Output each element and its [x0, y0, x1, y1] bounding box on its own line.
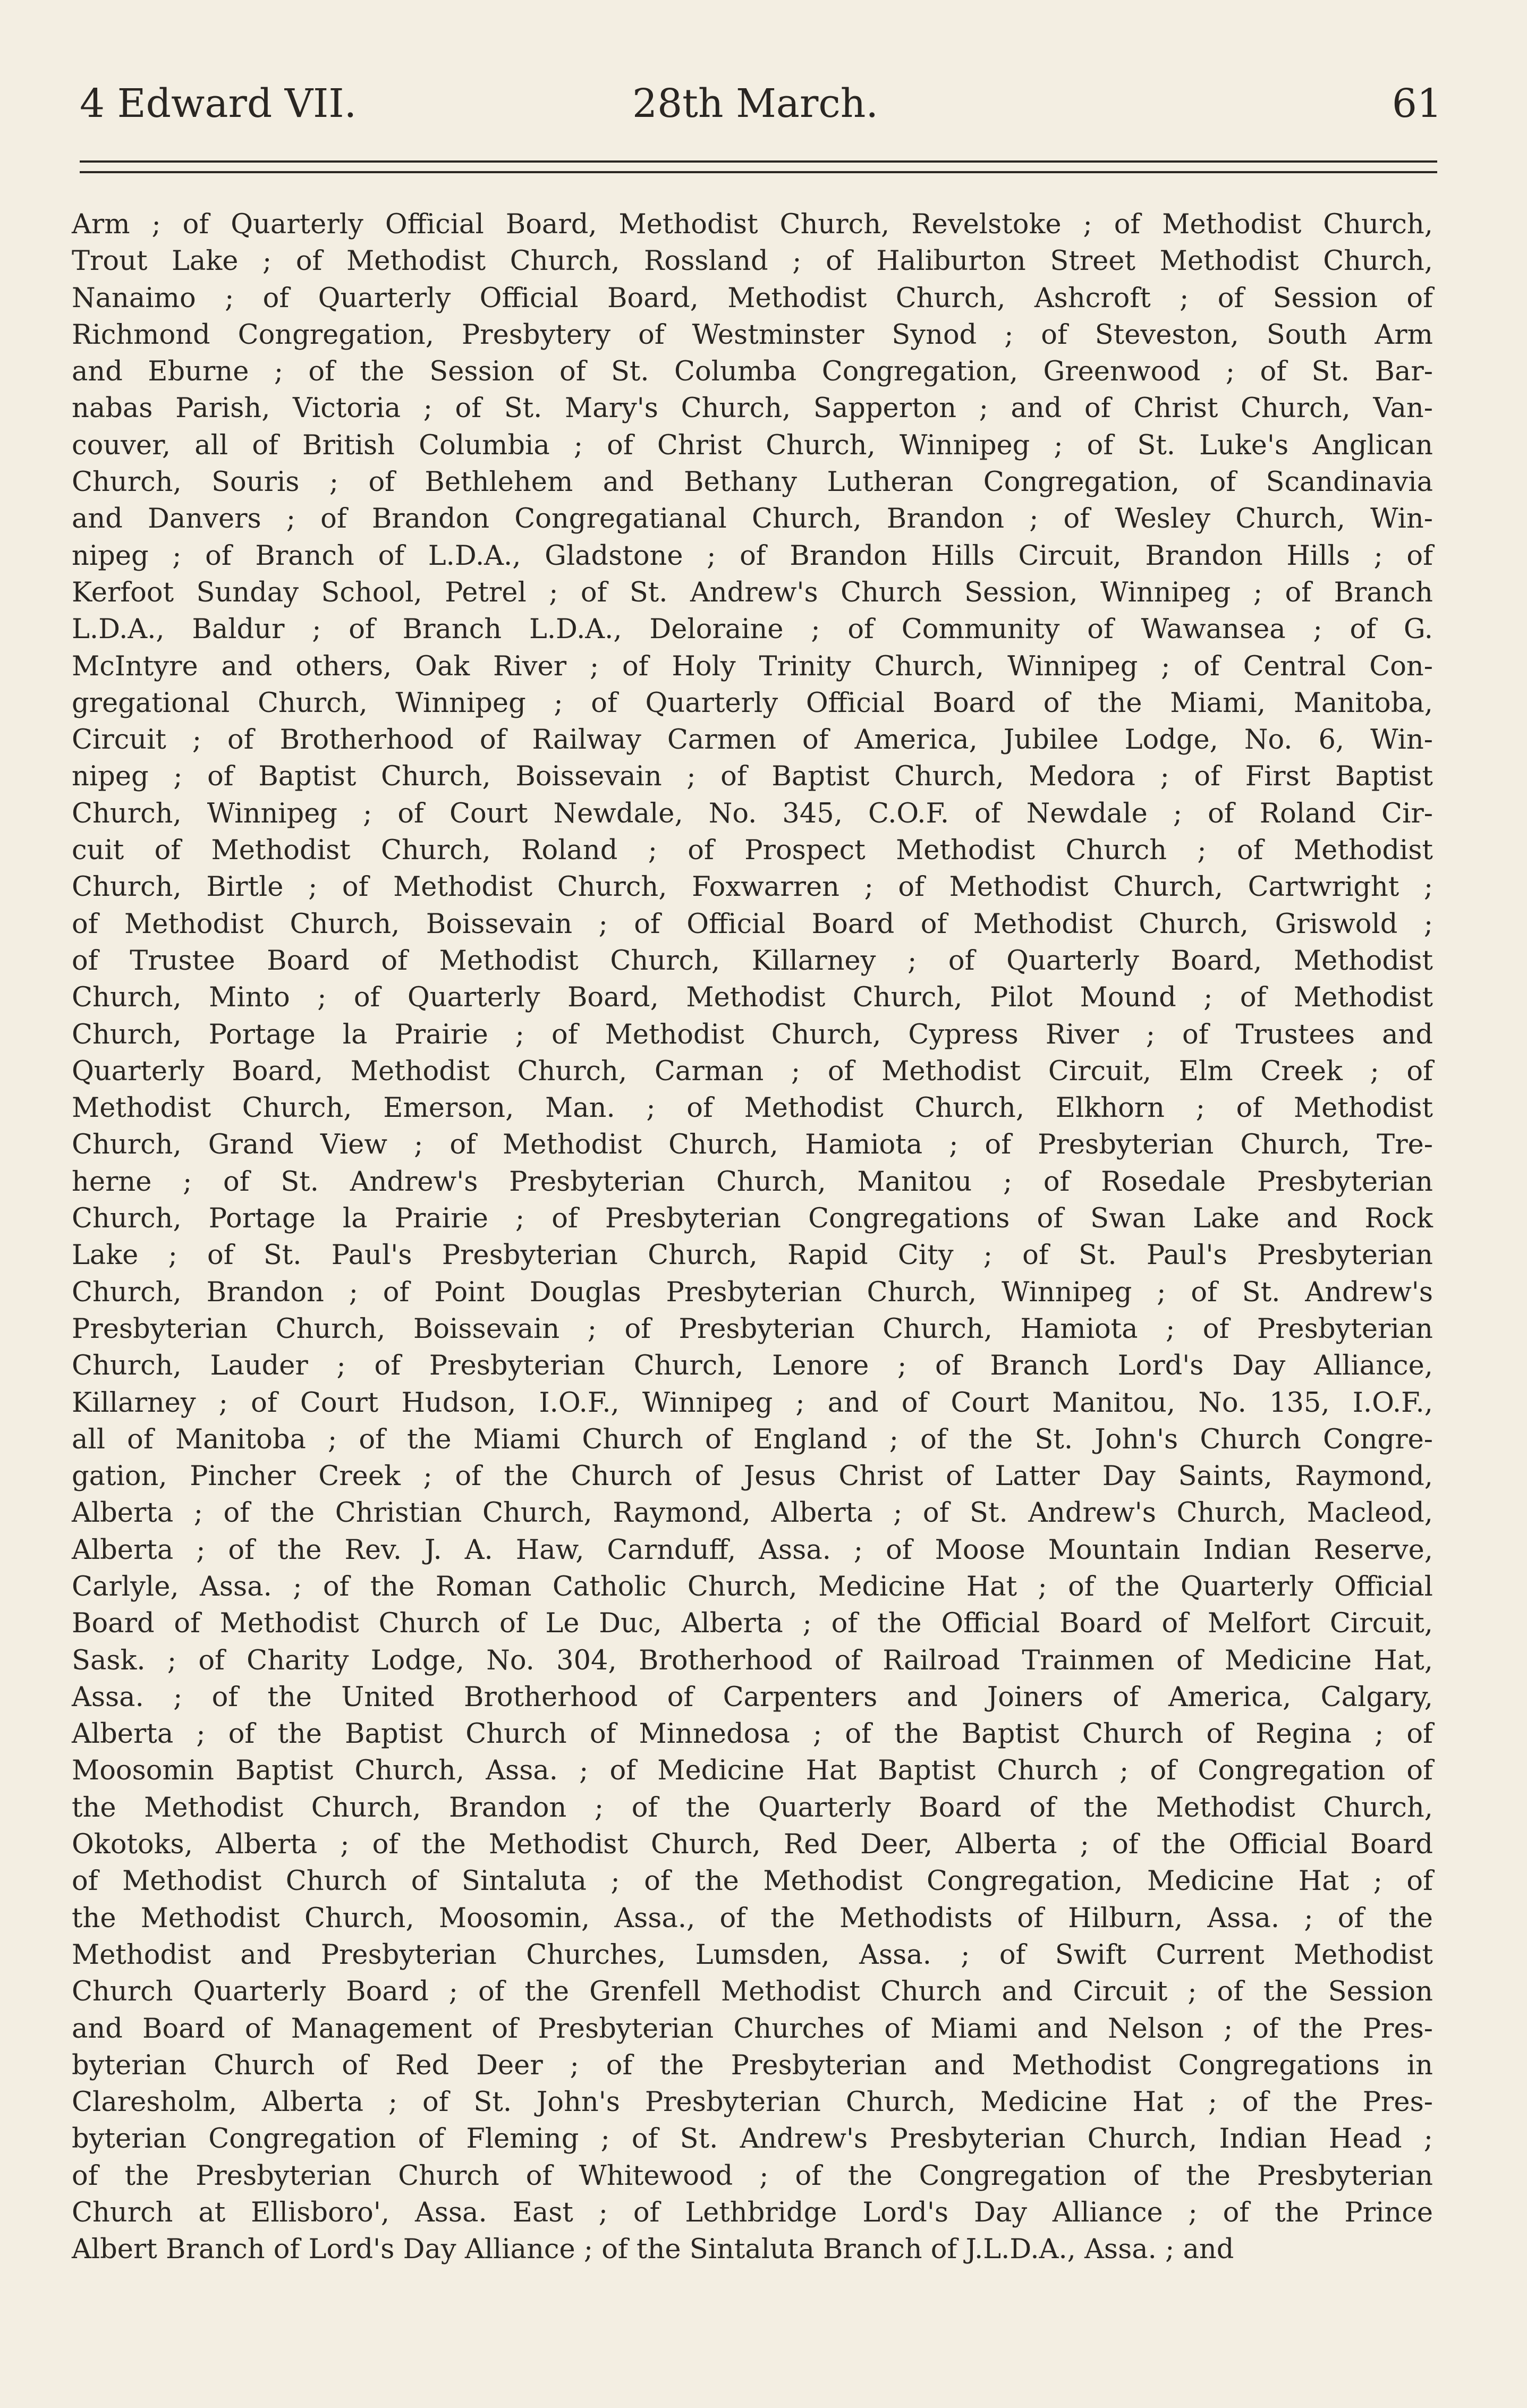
text-line: Okotoks, Alberta ; of the Methodist Church, Red Deer, Alberta ; of the Official Board	[72, 1829, 1433, 1861]
text-line: Church, Winnipeg ; of Court Newdale, No. 345, C.O.F. of Newdale ; of Roland Cir-	[72, 798, 1433, 829]
header-rule-bottom	[80, 171, 1437, 173]
text-line: Church, Birtle ; of Methodist Church, Foxwarren ; of Methodist Church, Cartwright ;	[72, 871, 1433, 903]
text-line: of Methodist Church of Sintaluta ; of the Methodist Congregation, Medicine Hat ; of	[72, 1866, 1433, 1897]
text-line: Kerfoot Sunday School, Petrel ; of St. Andrew's Church Session, Winnipeg ; of Branch	[72, 576, 1433, 608]
text-line: Church, Grand View ; of Methodist Church, Hamiota ; of Presbyterian Church, Tre-	[72, 1129, 1433, 1161]
text-line: the Methodist Church, Brandon ; of the Quarterly Board of the Methodist Church,	[72, 1792, 1433, 1824]
journal-date: 28th March.	[632, 81, 878, 126]
text-line: Trout Lake ; of Methodist Church, Rossland ; of Haliburton Street Methodist Church,	[72, 245, 1433, 277]
body-paragraph	[72, 206, 1433, 2268]
text-line: Assa. ; of the United Brotherhood of Carpenters and Joiners of America, Calgary,	[72, 1681, 1433, 1713]
text-line: Alberta ; of the Christian Church, Raymond, Alberta ; of St. Andrew's Church, Macleod,	[72, 1497, 1433, 1529]
text-line: McIntyre and others, Oak River ; of Holy Trinity Church, Winnipeg ; of Central Con-	[72, 650, 1433, 682]
text-line: nipeg ; of Baptist Church, Boissevain ; of Baptist Church, Medora ; of First Baptist	[72, 761, 1433, 793]
text-line: Church, Brandon ; of Point Douglas Presbyterian Church, Winnipeg ; of St. Andrew's	[72, 1276, 1433, 1308]
text-line: Alberta ; of the Rev. J. A. Haw, Carnduff, Assa. ; of Moose Mountain Indian Reserve,	[72, 1534, 1433, 1566]
text-line: of Trustee Board of Methodist Church, Killarney ; of Quarterly Board, Methodist	[72, 945, 1433, 977]
text-line: Church, Souris ; of Bethlehem and Bethany Lutheran Congregation, of Scandinavia	[72, 467, 1433, 498]
text-line: Nanaimo ; of Quarterly Official Board, Methodist Church, Ashcroft ; of Session of	[72, 282, 1433, 314]
text-line: couver, all of British Columbia ; of Christ Church, Winnipeg ; of St. Luke's Anglican	[72, 429, 1433, 461]
text-line: byterian Church of Red Deer ; of the Presbyterian and Methodist Congregations in	[72, 2049, 1433, 2081]
text-line: Church, Lauder ; of Presbyterian Church, Lenore ; of Branch Lord's Day Alliance,	[72, 1350, 1433, 1382]
text-line: gation, Pincher Creek ; of the Church of Jesus Christ of Latter Day Saints, Raymond,	[72, 1461, 1433, 1493]
text-line: Church, Portage la Prairie ; of Methodist Church, Cypress River ; of Trustees and	[72, 1019, 1433, 1050]
text-line: Arm ; of Quarterly Official Board, Methodist Church, Revelstoke ; of Methodist Church,	[72, 209, 1433, 240]
header-rule-top	[80, 160, 1437, 163]
text-line: cuit of Methodist Church, Roland ; of Prospect Methodist Church ; of Methodist	[72, 835, 1433, 867]
text-line: of Methodist Church, Boissevain ; of Official Board of Methodist Church, Griswold ;	[72, 908, 1433, 940]
text-line: and Eburne ; of the Session of St. Columba Congregation, Greenwood ; of St. Bar-	[72, 356, 1433, 388]
regnal-year: 4 Edward VII.	[80, 81, 357, 126]
text-line: gregational Church, Winnipeg ; of Quarterly Official Board of the Miami, Manitoba,	[72, 687, 1433, 719]
text-line: Church, Minto ; of Quarterly Board, Methodist Church, Pilot Mound ; of Methodist	[72, 982, 1433, 1014]
text-line: the Methodist Church, Moosomin, Assa., of the Methodists of Hilburn, Assa. ; of the	[72, 1902, 1433, 1934]
text-line: L.D.A., Baldur ; of Branch L.D.A., Deloraine ; of Community of Wawansea ; of G.	[72, 614, 1433, 646]
text-line: Church at Ellisboro', Assa. East ; of Lethbridge Lord's Day Alliance ; of the Prince	[72, 2197, 1433, 2229]
text-line: Presbyterian Church, Boissevain ; of Presbyterian Church, Hamiota ; of Presbyterian	[72, 1313, 1433, 1345]
text-line: Methodist Church, Emerson, Man. ; of Methodist Church, Elkhorn ; of Methodist	[72, 1092, 1433, 1124]
text-line: nabas Parish, Victoria ; of St. Mary's Church, Sapperton ; and of Christ Church, Van-	[72, 393, 1433, 425]
text-line: Claresholm, Alberta ; of St. John's Presbyterian Church, Medicine Hat ; of the Pres-	[72, 2087, 1433, 2118]
text-line: Albert Branch of Lord's Day Alliance ; of the Sintaluta Branch of J.L.D.A., Assa. ; and	[72, 2234, 1234, 2266]
text-line: all of Manitoba ; of the Miami Church of England ; of the St. John's Church Congre-	[72, 1423, 1433, 1455]
text-line: Richmond Congregation, Presbytery of Westminster Synod ; of Steveston, South Arm	[72, 319, 1433, 351]
text-line: nipeg ; of Branch of L.D.A., Gladstone ; of Brandon Hills Circuit, Brandon Hills ; of	[72, 540, 1433, 572]
page-header	[74, 74, 1445, 133]
text-line: Circuit ; of Brotherhood of Railway Carmen of America, Jubilee Lodge, No. 6, Win-	[72, 724, 1433, 756]
text-line: Sask. ; of Charity Lodge, No. 304, Brotherhood of Railroad Trainmen of Medicine Hat,	[72, 1644, 1433, 1676]
text-line: Killarney ; of Court Hudson, I.O.F., Winnipeg ; and of Court Manitou, No. 135, I.O.F.,	[72, 1387, 1433, 1419]
text-line: Lake ; of St. Paul's Presbyterian Church, Rapid City ; of St. Paul's Presbyterian	[72, 1240, 1433, 1271]
text-line: Board of Methodist Church of Le Duc, Alberta ; of the Official Board of Melfort Circuit,	[72, 1608, 1433, 1640]
text-line: byterian Congregation of Fleming ; of St. Andrew's Presbyterian Church, Indian Head ;	[72, 2123, 1433, 2155]
text-line: and Danvers ; of Brandon Congregatianal Church, Brandon ; of Wesley Church, Win-	[72, 503, 1433, 535]
text-line: Moosomin Baptist Church, Assa. ; of Medicine Hat Baptist Church ; of Congregation of	[72, 1755, 1433, 1787]
text-line: Carlyle, Assa. ; of the Roman Catholic Church, Medicine Hat ; of the Quarterly Official	[72, 1571, 1433, 1602]
text-line: Quarterly Board, Methodist Church, Carman ; of Methodist Circuit, Elm Creek ; of	[72, 1055, 1433, 1087]
text-line: of the Presbyterian Church of Whitewood ; of the Congregation of the Presbyterian	[72, 2160, 1433, 2192]
text-line: and Board of Management of Presbyterian Churches of Miami and Nelson ; of the Pres-	[72, 2013, 1433, 2045]
text-line: Methodist and Presbyterian Churches, Lumsden, Assa. ; of Swift Current Methodist	[72, 1939, 1433, 1971]
text-line: Alberta ; of the Baptist Church of Minnedosa ; of the Baptist Church of Regina ; of	[72, 1718, 1433, 1750]
page-number: 61	[1392, 81, 1442, 126]
text-line: herne ; of St. Andrew's Presbyterian Church, Manitou ; of Rosedale Presbyterian	[72, 1166, 1433, 1198]
text-line: Church, Portage la Prairie ; of Presbyterian Congregations of Swan Lake and Rock	[72, 1203, 1433, 1235]
text-line: Church Quarterly Board ; of the Grenfell Methodist Church and Circuit ; of the Session	[72, 1976, 1433, 2008]
